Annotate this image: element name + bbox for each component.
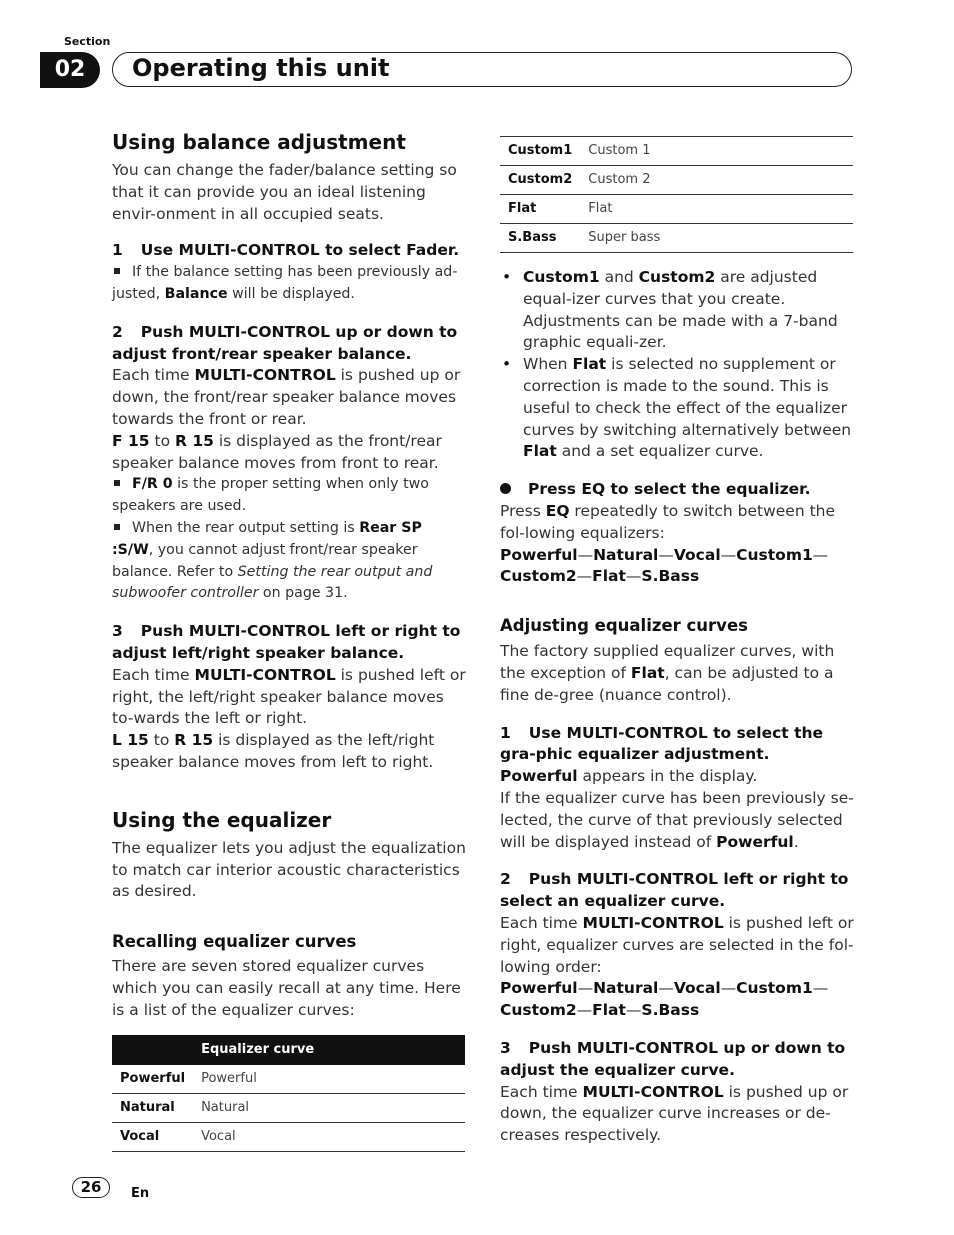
table-cell-curve: Flat (580, 195, 853, 224)
table-cell-display: Flat (500, 195, 580, 224)
table-row (500, 195, 853, 224)
list-item: • When Flat is selected no supplement or correction is made to the sound. This is useful to check the effect of the equalizer curves by switching alternatively between Flat and a set equalizer curve. (500, 354, 856, 463)
equalizer-notes-list (500, 267, 856, 463)
table-cell-curve: Natural (193, 1093, 465, 1122)
filled-circle-icon (500, 483, 511, 494)
language-label: En (131, 1186, 150, 1201)
adjust-step-1-body: Powerful appears in the display. (500, 767, 758, 786)
table-row (500, 137, 853, 166)
adjust-step-3: 3 Push MULTI-CONTROL up or down to adjust the equalizer curve. (500, 1038, 846, 1079)
balance-step-2-range: F 15 to R 15 is displayed as the front/rear speaker balance moves from front to rear. (112, 431, 442, 472)
equalizer-heading: Using the equalizer (112, 807, 332, 832)
adjust-body: The factory supplied equalizer curves, with the exception of Flat, can be adjusted to a fine de-gree (nuance control). (500, 642, 835, 704)
table-row (112, 1065, 465, 1094)
balance-step-1: 1 Use MULTI-CONTROL to select Fader. (112, 241, 460, 260)
equalizer-order-1: Powerful—Natural—Vocal—Custom1— Custom2—Flat—S.Bass (500, 545, 829, 586)
recall-body: There are seven stored equalizer curves which you can easily recall at any time. Here is a list of the equalizer curves: (112, 957, 461, 1019)
square-bullet-icon (114, 480, 120, 486)
balance-heading: Using balance adjustment (112, 130, 406, 154)
equalizer-table-part-2 (500, 136, 853, 253)
balance-step-2: 2 Push MULTI-CONTROL up or down to adjust front/rear speaker balance. (112, 322, 458, 363)
press-eq-step: Press EQ to select the equalizer. (500, 479, 856, 501)
adjust-step-3-body: Each time MULTI-CONTROL is pushed up or down, the equalizer curve increases or de-creases respectively. (500, 1082, 849, 1145)
table-cell-display: Custom1 (500, 137, 580, 166)
table-cell-curve: Vocal (193, 1122, 465, 1151)
balance-note-2: F/R 0 is the proper setting when only two speakers are used. (112, 476, 429, 515)
table-header-row (112, 1035, 465, 1065)
table-row (500, 224, 853, 253)
cross-reference: Setting the rear output and subwoofer controller (112, 563, 433, 602)
equalizer-order-2: Powerful—Natural—Vocal—Custom1— Custom2—Flat—S.Bass (500, 979, 829, 1020)
adjust-step-1: 1 Use MULTI-CONTROL to select the gra-phic equalizer adjustment. (500, 723, 824, 764)
table-cell-display: S.Bass (500, 224, 580, 253)
balance-step-3: 3 Push MULTI-CONTROL left or right to adjust left/right speaker balance. (112, 622, 461, 662)
page-number: 26 (72, 1177, 110, 1198)
table-cell-curve: Custom 2 (580, 166, 853, 195)
section-number: 02 (40, 52, 100, 88)
adjust-step-2: 2 Push MULTI-CONTROL left or right to select an equalizer curve. (500, 870, 849, 911)
adjust-step-2-body: Each time MULTI-CONTROL is pushed left or right, equalizer curves are selected in the fol-lowing order: (500, 913, 854, 976)
table-cell-curve: Super bass (580, 224, 853, 253)
table-header-curve: Equalizer curve (193, 1035, 465, 1065)
equalizer-table-part-1 (112, 1035, 465, 1152)
table-row (112, 1122, 465, 1151)
table-cell-curve: Powerful (193, 1065, 465, 1094)
balance-step-3-body: Each time MULTI-CONTROL is pushed left or right, the left/right speaker balance moves to-wards the left or right. (112, 665, 466, 728)
table-cell-display: Natural (112, 1093, 193, 1122)
list-item: • Custom1 and Custom2 are adjusted equal-izer curves that you create. Adjustments can be made with a 7-band graphic equali-zer. (500, 267, 856, 354)
table-row (112, 1093, 465, 1122)
adjust-heading: Adjusting equalizer curves (500, 616, 748, 636)
equalizer-intro: The equalizer lets you adjust the equalization to match car interior acoustic characteristics as desired. (112, 838, 466, 901)
balance-step-3-range: L 15 to R 15 is displayed as the left/right speaker balance moves from left to right. (112, 731, 435, 771)
square-bullet-icon (114, 268, 120, 274)
section-label: Section (64, 35, 111, 48)
adjust-step-1-note: If the equalizer curve has been previously se-lected, the curve of that previously selected will be displayed instead of Powerful. (500, 788, 854, 851)
table-cell-curve: Custom 1 (580, 137, 853, 166)
page-title: Operating this unit (132, 54, 390, 82)
recall-heading: Recalling equalizer curves (112, 932, 357, 952)
square-bullet-icon (114, 524, 120, 530)
table-cell-display: Custom2 (500, 166, 580, 195)
balance-intro: You can change the fader/balance setting so that it can provide you an ideal listening envir-onment in all occupied seats. (112, 161, 457, 223)
balance-note-3: When the rear output setting is Rear SP :S/W, you cannot adjust front/rear speaker balance. Refer to Setting the rear output and subwoofer controller on page 31. (112, 519, 433, 602)
press-eq-body: Press EQ repeatedly to switch between the fol-lowing equalizers: (500, 501, 836, 542)
balance-note-1: If the balance setting has been previously ad-justed, Balance will be displayed. (112, 264, 458, 302)
table-cell-display: Powerful (112, 1065, 193, 1094)
balance-step-2-body: Each time MULTI-CONTROL is pushed up or down, the front/rear speaker balance moves towards the front or rear. (112, 366, 461, 428)
table-header-display: Display (112, 1035, 193, 1065)
table-cell-display: Vocal (112, 1122, 193, 1151)
table-row (500, 166, 853, 195)
